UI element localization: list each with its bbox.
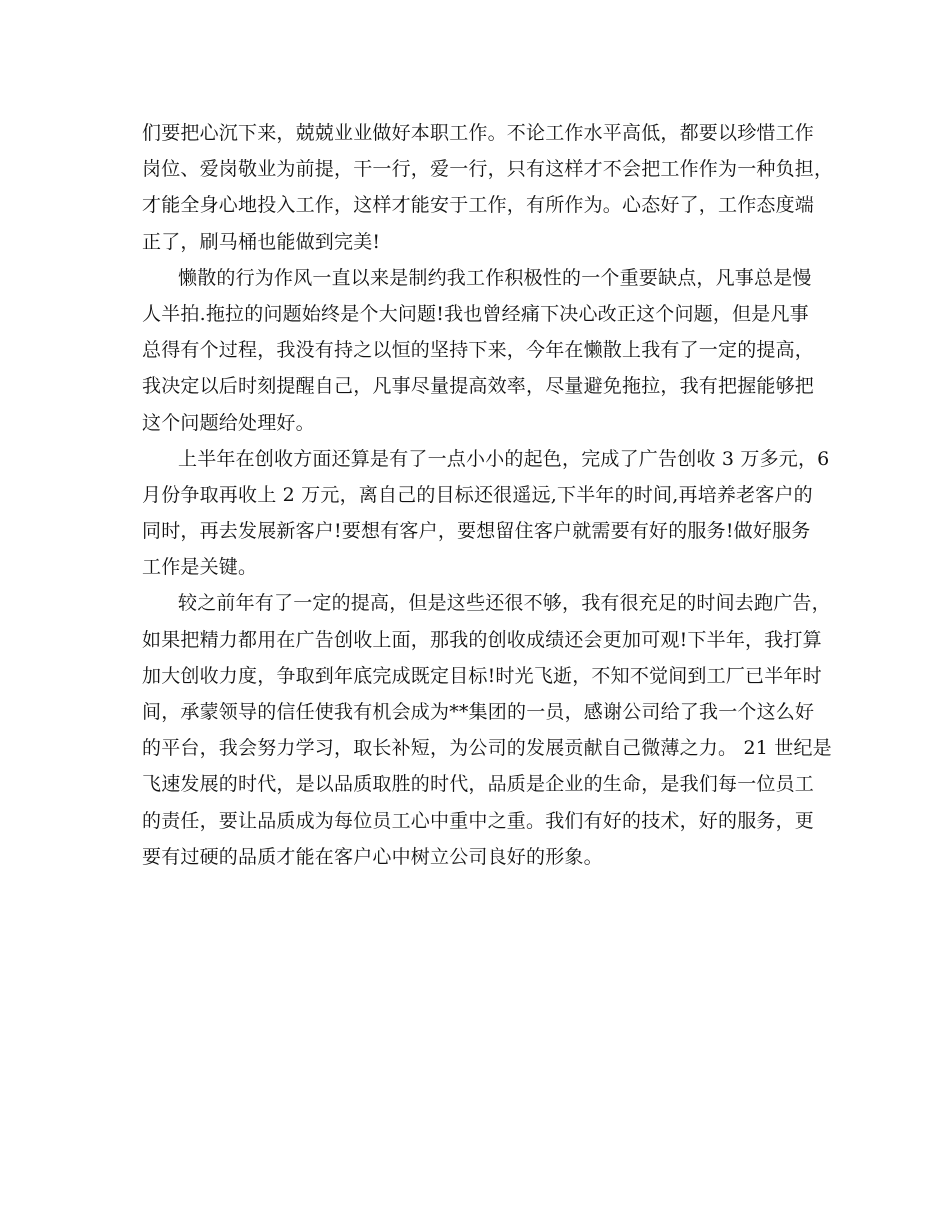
text-line: 如果把精力都用在广告创收上面，那我的创收成绩还会更加可观!下半年，我打算 <box>142 628 822 651</box>
text-line: 加大创收力度，争取到年底完成既定目标!时光飞逝，不知不觉间到工厂已半年时 <box>142 664 822 687</box>
document-body <box>142 115 834 875</box>
text-line: 们要把心沉下来，兢兢业业做好本职工作。不论工作水平高低，都要以珍惜工作 <box>142 122 815 144</box>
text-line: 间，承蒙领导的信任使我有机会成为**集团的一员，感谢公司给了我一个这么好 <box>142 701 815 723</box>
text-line: 同时，再去发展新客户!要想有客户，要想留住客户就需要有好的服务!做好服务 <box>142 520 811 543</box>
text-line: 上半年在创收方面还算是有了一点小小的起色，完成了广告创收 3 万多元，6 <box>178 447 830 470</box>
text-line: 我决定以后时刻提醒自己，凡事尽量提高效率，尽量避免拖拉，我有把握能够把 <box>142 375 815 398</box>
text-line: 较之前年有了一定的提高，但是这些还很不够，我有很充足的时间去跑广告， <box>178 592 831 615</box>
text-line: 人半拍.拖拉的问题始终是个大问题!我也曾经痛下决心改正这个问题，但是凡事 <box>142 302 809 325</box>
text-line: 的责任，要让品质成为每位员工心中重中之重。我们有好的技术，好的服务，更 <box>142 809 815 832</box>
text-line: 月份争取再收上 2 万元，离自己的目标还很遥远,下半年的时间,再培养老客户的 <box>142 483 813 506</box>
text-line: 的平台，我会努力学习，取长补短，为公司的发展贡献自己微薄之力。 21 世纪是 <box>142 737 832 760</box>
text-line: 才能全身心地投入工作，这样才能安于工作，有所作为。心态好了，工作态度端 <box>142 194 815 217</box>
text-line: 这个问题给处理好。 <box>142 411 315 434</box>
text-line: 总得有个过程，我没有持之以恒的坚持下来，今年在懒散上我有了一定的提高， <box>142 339 815 362</box>
text-line: 懒散的行为作风一直以来是制约我工作积极性的一个重要缺点，凡事总是慢 <box>178 266 812 289</box>
text-line: 正了，刷马桶也能做到完美! <box>142 230 381 253</box>
text-line: 岗位、爱岗敬业为前提，干一行，爱一行，只有这样才不会把工作作为一种负担， <box>142 158 834 181</box>
text-line: 要有过硬的品质才能在客户心中树立公司良好的形象。 <box>142 845 603 868</box>
text-line: 飞速发展的时代，是以品质取胜的时代，品质是企业的生命，是我们每一位员工 <box>142 773 815 796</box>
text-line: 工作是关键。 <box>142 556 258 579</box>
